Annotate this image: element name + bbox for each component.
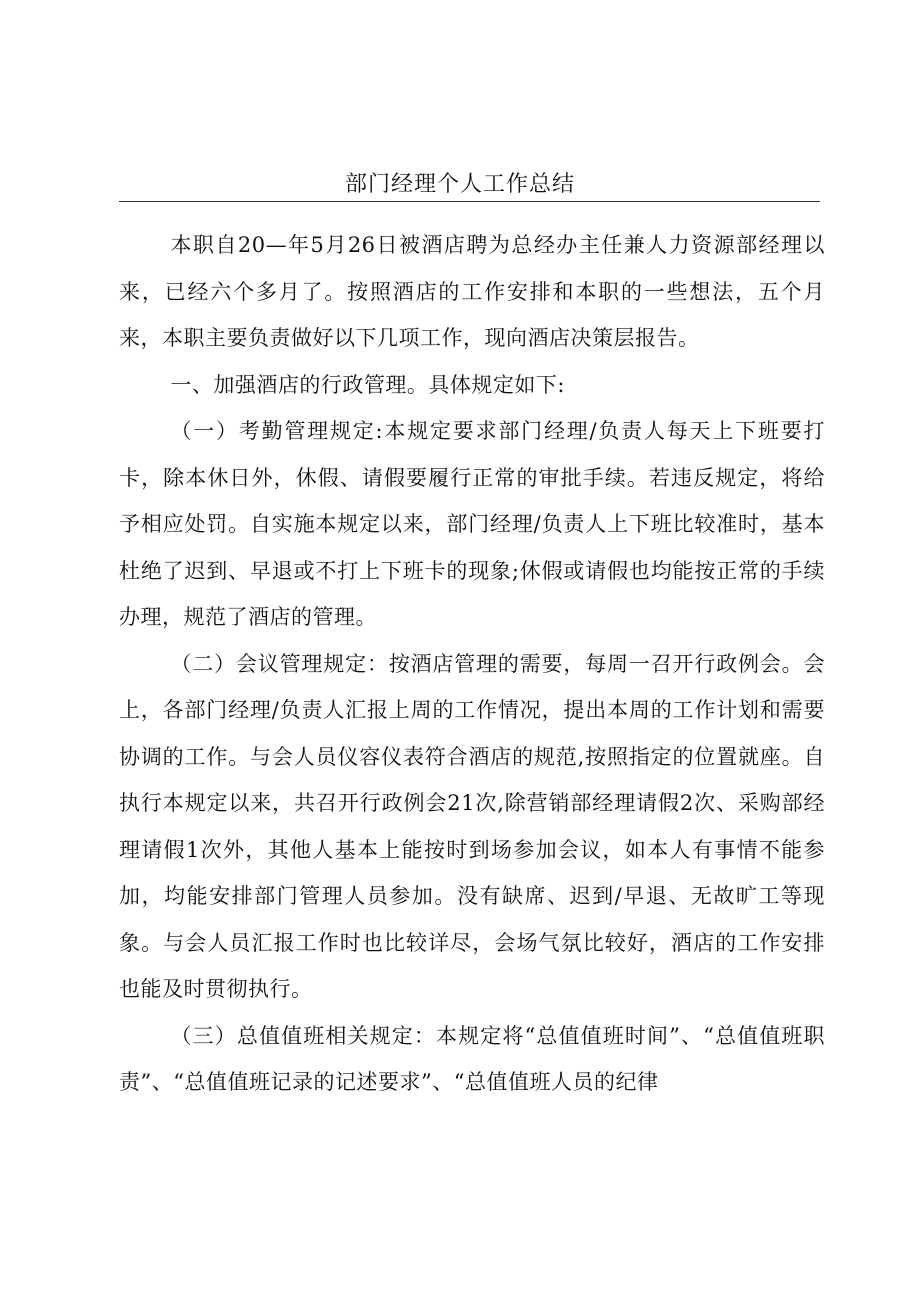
document-title: 部门经理个人工作总结	[344, 172, 575, 197]
paragraph-intro: 本职自20—年5月26日被酒店聘为总经办主任兼人力资源部经理以来，已经六个多月了。按照酒店的工作安排和本职的一些想法，五个月来，本职主要负责做好以下几项工作，现向酒店决策层报告。	[119, 233, 825, 350]
paragraph-duty-rules: （三）总值值班相关规定：本规定将“总值值班时间”、“总值值班职责”、“总值值班记录的记述要求”、“总值值班人员的纪律	[119, 1023, 825, 1094]
paragraph-attendance-rules: （一）考勤管理规定:本规定要求部门经理/负责人每天上下班要打卡，除本休日外，休假、请假要履行正常的审批手续。若违反规定，将给予相应处罚。自实施本规定以来，部门经理/负责人上下班比较准时，基本杜绝了迟到、早退或不打上下班卡的现象;休假或请假也均能按正常的手续办理，规范了酒店的管理。	[119, 419, 825, 629]
paragraph-meeting-rules: （二）会议管理规定：按酒店管理的需要，每周一召开行政例会。会上，各部门经理/负责人汇报上周的工作情况，提出本周的工作计划和需要协调的工作。与会人员仪容仪表符合酒店的规范,按照指定的位置就座。自执行本规定以来，共召开行政例会21次,除营销部经理请假2次、采购部经理请假1次外，其他人基本上能按时到场参加会议，如本人有事情不能参加，均能安排部门管理人员参加。没有缺席、迟到/早退、无故旷工等现象。与会人员汇报工作时也比较详尽，会场气氛比较好，酒店的工作安排也能及时贯彻执行。	[119, 651, 825, 1001]
title-underline	[119, 201, 820, 202]
document-body	[119, 222, 825, 1106]
paragraph-section-heading: 一、加强酒店的行政管理。具体规定如下:	[170, 372, 566, 397]
